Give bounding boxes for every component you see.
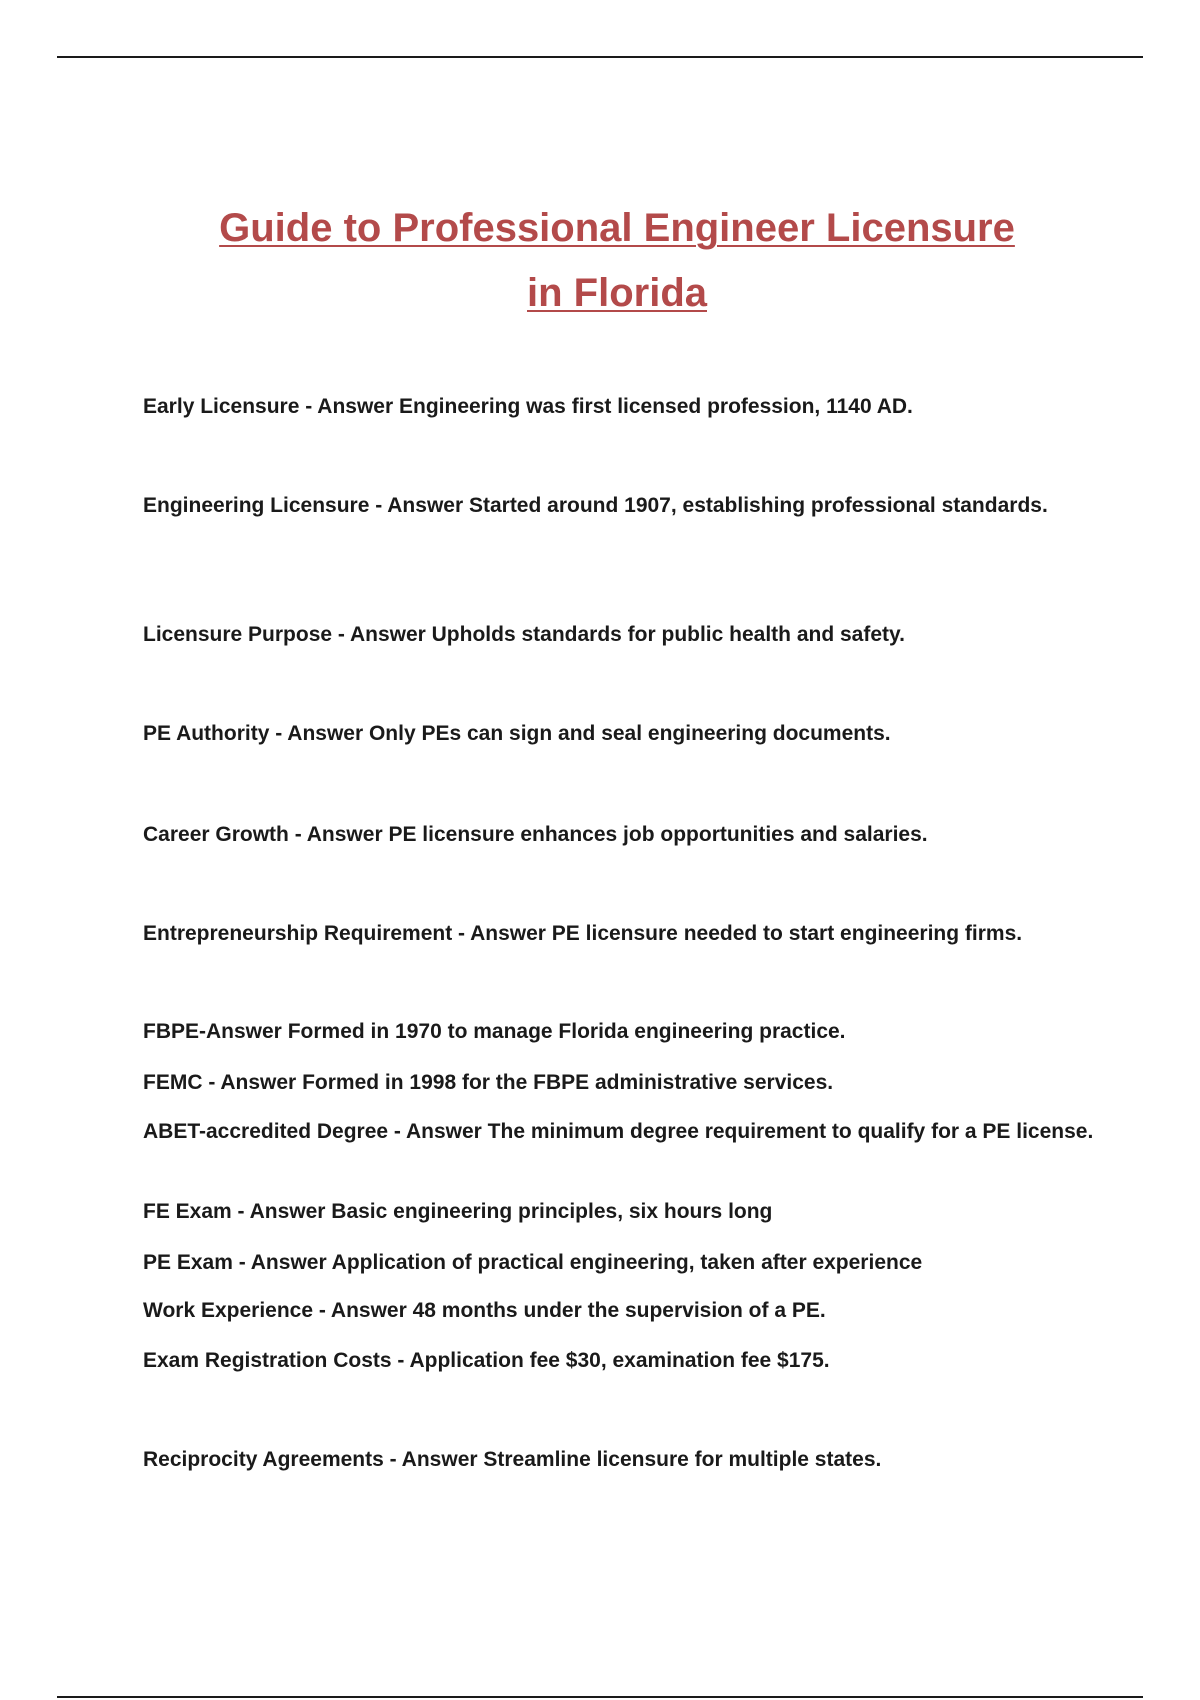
page-title-line-1: Guide to Professional Engineer Licensure bbox=[219, 206, 1015, 250]
page-title-line-2: in Florida bbox=[527, 271, 707, 315]
entry-entrepreneurship-requirement: Entrepreneurship Requirement - Answer PE licensure needed to start engineering firms. bbox=[143, 922, 1023, 945]
entry-abet-degree: ABET-accredited Degree - Answer The minimum degree requirement to qualify for a PE license. bbox=[143, 1120, 1094, 1143]
page-title bbox=[0, 196, 1200, 326]
entry-exam-registration-costs: Exam Registration Costs - Application fee $30, examination fee $175. bbox=[143, 1349, 830, 1372]
entry-pe-exam: PE Exam - Answer Application of practical engineering, taken after experience bbox=[143, 1251, 923, 1274]
entry-engineering-licensure: Engineering Licensure - Answer Started around 1907, establishing professional standards. bbox=[143, 494, 1048, 517]
entry-fe-exam: FE Exam - Answer Basic engineering principles, six hours long bbox=[143, 1200, 773, 1223]
top-rule bbox=[57, 56, 1143, 58]
entry-work-experience: Work Experience - Answer 48 months under the supervision of a PE. bbox=[143, 1299, 826, 1322]
entry-femc: FEMC - Answer Formed in 1998 for the FBPE administrative services. bbox=[143, 1071, 834, 1094]
entry-career-growth: Career Growth - Answer PE licensure enhances job opportunities and salaries. bbox=[143, 823, 928, 846]
entry-reciprocity-agreements: Reciprocity Agreements - Answer Streamline licensure for multiple states. bbox=[143, 1448, 882, 1471]
entry-early-licensure: Early Licensure - Answer Engineering was first licensed profession, 1140 AD. bbox=[143, 395, 913, 418]
entry-pe-authority: PE Authority - Answer Only PEs can sign and seal engineering documents. bbox=[143, 722, 891, 745]
entry-licensure-purpose: Licensure Purpose - Answer Upholds standards for public health and safety. bbox=[143, 623, 905, 646]
entry-fbpe: FBPE-Answer Formed in 1970 to manage Florida engineering practice. bbox=[143, 1020, 846, 1043]
bottom-rule bbox=[57, 1696, 1143, 1698]
